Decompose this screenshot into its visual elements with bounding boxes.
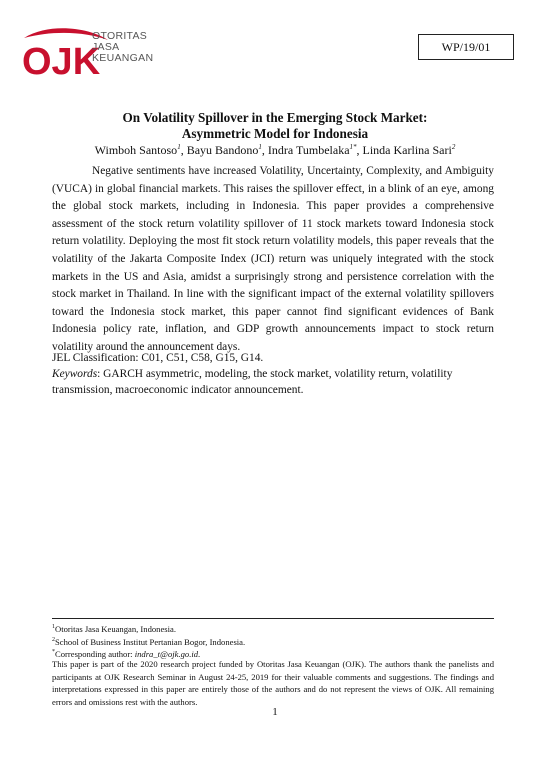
footnote-mark: * [52,649,55,655]
footnote-text: School of Business Institut Pertanian Bogor, Indonesia. [55,636,246,647]
author-affiliation-mark: 2 [451,143,456,151]
logo-line-keuangan: KEUANGAN [92,52,154,64]
footnote-mark: 1 [52,624,55,630]
keywords-text: : GARCH asymmetric, modeling, the stock market, volatility return, volatility transmission, macroeconomic indicator announcement. [52,368,453,396]
author-name: Linda Karlina Sari [362,143,452,157]
working-paper-id: WP/19/01 [441,39,491,54]
author-name: Bayu Bandono [186,143,259,157]
working-paper-id-box [418,34,514,60]
author-affiliation-mark: 1 [258,143,262,151]
abstract-paragraph: Negative sentiments have increased Volatility, Uncertainty, Complexity, and Ambiguity (VUCA) in global financial markets. This raises the spillover effect, in a blink of an eye, among the global stock markets, including in Indonesia. This paper provides a comprehensive assessment of the stock return volatility spillover of 11 stock markets toward Indonesia stock return volatility. Deploying the most fit stock return volatility models, this paper reveals that the volatility of the Jakarta Composite Index (JCI) return was uniquely integrated with the stock markets in the US and Asia, amidst a surprisingly strong and persistence correlation with the stock market in Thailand. In line with the significant impact of the external volatility spillovers toward the Indonesia stock market, this paper cannot find significant evidences of Bank Indonesia policy rate, inflation, and GDP growth announcements impact to stock return volatility around the announcement days. [52,165,494,353]
jel-classification: JEL Classification: C01, C51, C58, G15, G14. [52,352,264,364]
author-affiliation-mark: 1* [349,143,357,151]
author-name: Indra Tumbelaka [267,143,350,157]
author-separator: , [261,143,268,157]
author-separator: , [180,143,187,157]
ojk-logo-letters: OJK [22,41,101,83]
keywords [52,366,492,398]
footnote-text: Otoritas Jasa Keuangan, Indonesia. [55,623,176,634]
footnote-mark: 2 [52,637,55,643]
author-separator: , [356,143,363,157]
footnote-text-end: . [198,648,201,659]
ojk-logo-wordmark [92,31,153,64]
footnote-text: Corresponding author: [55,648,135,659]
page-number: 1 [272,706,278,718]
paper-title-line-2: Asymmetric Model for Indonesia [181,126,369,141]
keywords-label: Keywords [52,368,98,380]
logo-line-jasa: JASA [92,41,120,53]
paper-title-line-1: On Volatility Spillover in the Emerging Stock Market: [122,110,428,125]
author-list [0,143,550,158]
footnote-divider [52,618,494,619]
author-affiliation-mark: 1 [177,143,181,151]
footnote-funding-disclaimer: This paper is part of the 2020 research project funded by Otoritas Jasa Keuangan (OJK). The authors thank the panelists and participants at OJK Research Seminar in August 24-25, 2019 for their valuable comments and suggestions. The findings and interpretations expressed in this paper are entirely those of the authors and do not represent the views of OJK. All remaining errors and omissions rest with the authors. [52,659,494,707]
logo-line-otoritas: OTORITAS [92,30,148,42]
corresponding-author-email[interactable]: indra_t@ojk.go.id [134,648,199,659]
author-name: Wimboh Santoso [94,143,178,157]
